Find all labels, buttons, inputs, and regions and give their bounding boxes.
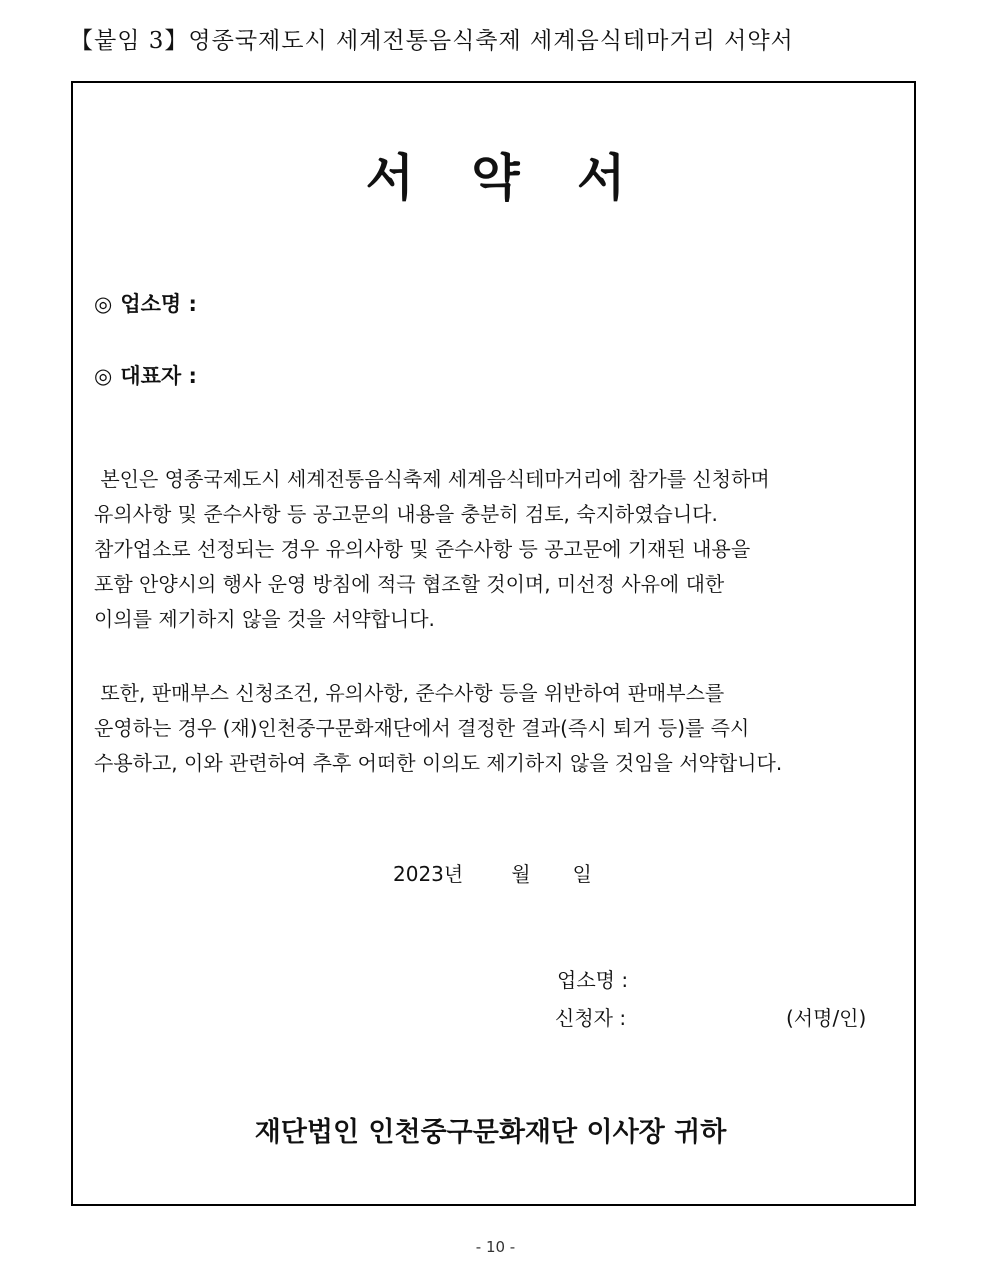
signing-date	[393, 858, 592, 887]
pledge-paragraph-1	[94, 462, 894, 637]
paragraph-line: 참가업소로 선정되는 경우 유의사항 및 준수사항 등 공고문에 기재된 내용을	[94, 537, 751, 561]
business-name-field	[94, 288, 197, 318]
paragraph-line: 본인은 영종국제도시 세계전통음식축제 세계음식테마거리에 참가를 신청하며	[94, 467, 770, 491]
attachment-header: 【붙임 3】영종국제도시 세계전통음식축제 세계음식테마거리 서약서	[70, 28, 794, 54]
date-year: 2023년	[393, 862, 464, 886]
signature-seal-mark: (서명/인)	[786, 1006, 867, 1030]
signature-applicant-label: 신청자 :	[555, 1006, 627, 1030]
business-name-label: 업소명 :	[120, 292, 197, 316]
representative-field	[94, 360, 197, 390]
paragraph-line: 포함 안양시의 행사 운영 방침에 적극 협조할 것이며, 미선정 사유에 대한	[94, 572, 725, 596]
paragraph-line: 이의를 제기하지 않을 것을 서약합니다.	[94, 607, 435, 631]
page-number: - 10 -	[475, 1238, 516, 1256]
paragraph-line: 또한, 판매부스 신청조건, 유의사항, 준수사항 등을 위반하여 판매부스를	[94, 681, 725, 705]
representative-label: 대표자 :	[120, 364, 197, 388]
paragraph-line: 유의사항 및 준수사항 등 공고문의 내용을 충분히 검토, 숙지하였습니다.	[94, 502, 718, 526]
double-circle-icon: ◎	[94, 364, 113, 388]
paragraph-line: 수용하고, 이와 관련하여 추후 어떠한 이의도 제기하지 않을 것임을 서약합니다.	[94, 751, 783, 775]
signature-business-label: 업소명 :	[557, 968, 629, 992]
document-title: 서 약 서	[365, 149, 626, 207]
pledge-paragraph-2	[94, 676, 894, 781]
double-circle-icon: ◎	[94, 292, 113, 316]
paragraph-line: 운영하는 경우 (재)인천중구문화재단에서 결정한 결과(즉시 퇴거 등)를 즉시	[94, 716, 750, 740]
date-month: 월	[511, 862, 531, 886]
pledge-frame	[71, 81, 916, 1206]
recipient-line: 재단법인 인천중구문화재단 이사장 귀하	[254, 1117, 727, 1148]
date-day: 일	[572, 862, 592, 886]
